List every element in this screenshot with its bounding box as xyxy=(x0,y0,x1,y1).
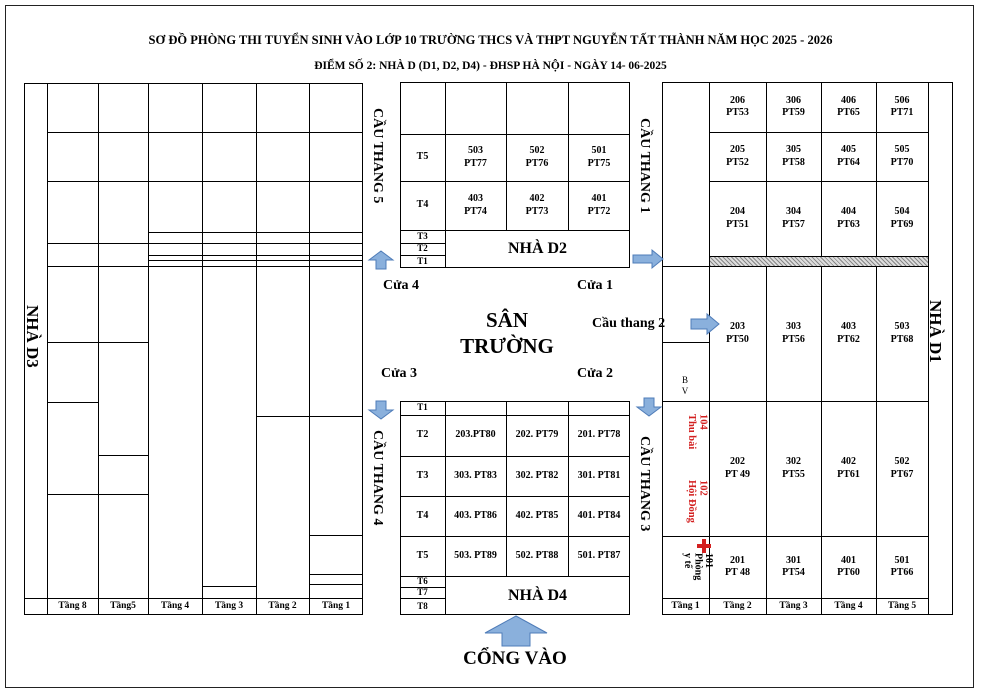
d1-room: 303 PT56 xyxy=(782,321,805,345)
d1-room: 402 PT61 xyxy=(837,456,860,480)
d4-floor-label: T4 xyxy=(416,509,429,521)
d1-floor-label: Tầng 1 xyxy=(671,601,700,611)
d1-room: 205 PT52 xyxy=(726,144,749,168)
building-d2-name: NHÀ D2 xyxy=(507,240,568,257)
room-101-label: 101 Phòng y tế xyxy=(681,553,714,581)
d1-room: 206 PT53 xyxy=(726,94,749,118)
d4-room: 502. PT88 xyxy=(515,549,559,561)
d1-room: 203 PT50 xyxy=(726,321,749,345)
page-subtitle: ĐIỂM SỐ 2: NHÀ D (D1, D2, D4) - ĐHSP HÀ NỘI - NGÀY 14- 06-2025 xyxy=(314,60,667,72)
door-1-label: Cửa 1 xyxy=(577,278,614,293)
d4-room: 202. PT79 xyxy=(515,429,559,441)
d1-room: 505 PT70 xyxy=(890,144,914,168)
door-1-arrow-icon xyxy=(632,249,664,269)
room-102-label: 102 Hội Đồng xyxy=(686,480,709,523)
room-104-label: 104 Thu bài xyxy=(686,414,709,450)
building-d1-name: NHÀ D1 xyxy=(926,300,945,363)
d2-room: 502 PT76 xyxy=(525,145,549,169)
stair-5-label: CẦU THANG 5 xyxy=(370,108,385,204)
d1-room: 201 PT 48 xyxy=(724,554,751,578)
d3-floor-label: Tầng5 xyxy=(110,601,136,611)
stair-2-arrow-icon xyxy=(690,313,720,335)
d1-room: 401 PT60 xyxy=(837,554,860,578)
d2-room: 503 PT77 xyxy=(464,145,487,169)
d1-room: 404 PT63 xyxy=(837,206,860,230)
d1-room: 306 PT59 xyxy=(782,94,805,118)
entrance-gate-label: CỔNG VÀO xyxy=(463,648,567,669)
d1-room: 503 PT68 xyxy=(890,321,914,345)
building-d4-name: NHÀ D4 xyxy=(507,586,568,604)
d1-room: 202 PT 49 xyxy=(724,456,751,480)
d4-room: 503. PT89 xyxy=(454,549,497,561)
d4-floor-label: T2 xyxy=(416,429,429,441)
d2-floor-label: T3 xyxy=(417,230,428,241)
d2-floor-label: T5 xyxy=(416,151,429,163)
d3-floor-label: Tầng 3 xyxy=(214,601,244,611)
d4-floor-label: T6 xyxy=(417,575,428,586)
d4-floor-label: T7 xyxy=(417,586,428,597)
door-4-label: Cửa 4 xyxy=(383,278,420,293)
d2-floor-label: T1 xyxy=(417,255,428,266)
d1-room: 302 PT55 xyxy=(782,456,805,480)
d1-corridor-hatch xyxy=(710,257,928,266)
stair-4-label: CẦU THANG 4 xyxy=(370,430,385,526)
door-3-label: Cửa 3 xyxy=(381,366,418,381)
d4-room: 402. PT85 xyxy=(515,509,559,521)
d4-floor-label: T3 xyxy=(416,469,429,481)
stair-1-label: CẦU THANG 1 xyxy=(637,118,652,214)
d4-floor-label: T5 xyxy=(416,549,429,561)
d4-room: 303. PT83 xyxy=(454,469,497,481)
d3-floor-label: Tầng 8 xyxy=(58,601,87,611)
d4-room: 301. PT81 xyxy=(577,469,621,481)
d4-floor-label: T1 xyxy=(417,402,428,413)
d3-floor-label: Tầng 1 xyxy=(321,601,351,611)
d2-room: 401 PT72 xyxy=(587,193,611,217)
d2-room: 402 PT73 xyxy=(525,193,549,217)
d4-room: 401. PT84 xyxy=(577,509,621,521)
d1-room: 406 PT65 xyxy=(837,94,860,118)
d1-room: 501 PT66 xyxy=(890,554,914,578)
door-2-label: Cửa 2 xyxy=(577,366,614,381)
d1-floor-label: Tầng 5 xyxy=(887,601,917,611)
stair-3-label: CẦU THANG 3 xyxy=(637,436,652,532)
d1-room: 301 PT54 xyxy=(782,554,805,578)
d4-room: 403. PT86 xyxy=(454,509,497,521)
d4-room: 501. PT87 xyxy=(577,549,621,561)
d1-room: 405 PT64 xyxy=(837,144,860,168)
d3-floor-label: Tầng 4 xyxy=(160,601,190,611)
door-4-arrow-icon xyxy=(368,250,394,270)
gate-arrow-icon xyxy=(484,615,548,647)
d1-room: 304 PT57 xyxy=(782,206,805,230)
d1-room: 403 PT62 xyxy=(837,321,860,345)
d4-room: 201. PT78 xyxy=(577,429,621,441)
d1-floor-label: Tầng 3 xyxy=(779,601,808,611)
door-3-arrow-icon xyxy=(368,400,394,420)
d2-floor-label: T4 xyxy=(416,199,429,211)
building-d3-name: NHÀ D3 xyxy=(23,305,42,368)
door-2-arrow-icon xyxy=(636,397,662,417)
d1-room: 506 PT71 xyxy=(890,94,914,118)
d2-floor-label: T2 xyxy=(417,243,428,254)
d4-floor-label: T8 xyxy=(417,600,428,611)
d1-room: 502 PT67 xyxy=(890,456,914,480)
d3-floor-label: Tầng 2 xyxy=(268,601,297,611)
courtyard-label: SÂN TRƯỜNG xyxy=(460,308,554,359)
d2-room: 501 PT75 xyxy=(587,145,611,169)
d1-floor-label: Tầng 4 xyxy=(834,601,863,611)
d1-room: 204 PT51 xyxy=(726,206,749,230)
page-title: SƠ ĐỒ PHÒNG THI TUYỂN SINH VÀO LỚP 10 TRƯỜNG THCS VÀ THPT NGUYỄN TẤT THÀNH NĂM HỌC 2025 - 2026 xyxy=(148,33,833,47)
stair-2-label: Cầu thang 2 xyxy=(592,316,666,331)
d1-room: 504 PT69 xyxy=(890,206,914,230)
d2-room: 403 PT74 xyxy=(464,193,487,217)
security-room-label: B V xyxy=(681,374,689,396)
d4-room: 203.PT80 xyxy=(455,429,496,441)
medical-cross-icon xyxy=(697,539,711,553)
d4-room: 302. PT82 xyxy=(515,469,559,481)
d1-room: 305 PT58 xyxy=(782,144,805,168)
d1-floor-label: Tầng 2 xyxy=(723,601,752,611)
